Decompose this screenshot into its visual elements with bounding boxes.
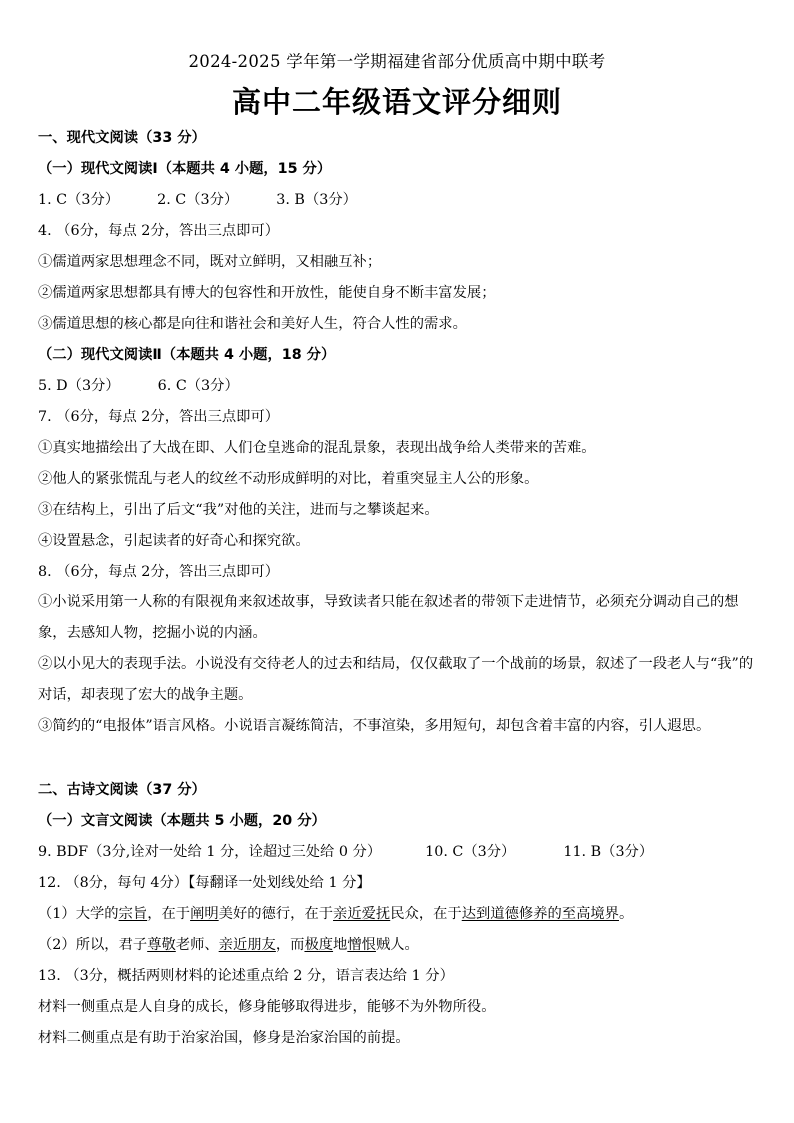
answer-q3: 3. B（3分） [276, 192, 357, 208]
q7-point-1: ①真实地描绘出了大战在即、人们仓皇逃命的混乱景象，表现出战争给人类带来的苦难。 [38, 440, 596, 456]
answer-q1: 1. C（3分） [38, 192, 120, 208]
answer-q5: 5. D（3分） [38, 378, 120, 394]
q8-heading: 8. （6分，每点 2分，答出三点即可） [38, 564, 280, 580]
q12-heading: 12. （8分，每句 4分）【每翻译一处划线处给 1 分】 [38, 875, 371, 891]
q4-point-1: ①儒道两家思想理念不同，既对立鲜明，又相融互补； [38, 254, 382, 270]
underlined-key-term: 憎恨 [347, 937, 376, 953]
q13-point-1: 材料一侧重点是人自身的成长，修身能够取得进步，能够不为外物所役。 [38, 999, 496, 1015]
q8-point-3: ③简约的“电报体”语言风格。小说语言凝练简洁，不事渲染，多用短句，却包含着丰富的内容，引人遐思。 [38, 718, 711, 734]
section1-part2-heading: （二）现代文阅读Ⅱ（本题共 4 小题，18 分） [38, 347, 336, 363]
text-span: 。 [618, 906, 634, 922]
text-span: 美好的德行，在于 [218, 906, 334, 922]
answer-q2: 2. C（3分） [157, 192, 239, 208]
q12-translation-1 [38, 904, 760, 924]
underlined-key-term: 极度 [304, 937, 334, 953]
exam-title: 2024-2025 学年第一学期福建省部分优质高中期中联考 [188, 52, 606, 71]
underlined-key-term: 达到道德修养的至高境界 [461, 906, 619, 922]
q7-point-4: ④设置悬念，引起读者的好奇心和探究欲。 [38, 533, 310, 549]
document-title: 高中二年级语文评分细则 [231, 85, 562, 119]
q4-point-2: ②儒道两家思想都具有博大的包容性和开放性，能使自身不断丰富发展； [38, 285, 496, 301]
q13-heading: 13. （3分，概括两则材料的论述重点给 2 分，语言表达给 1 分） [38, 968, 454, 984]
text-span: ，在于 [147, 906, 191, 922]
underlined-key-term: 宗旨 [118, 906, 148, 922]
text-span: 贼人。 [375, 937, 419, 953]
answer-q10: 10. C（3分） [425, 844, 516, 860]
q8-point-2: ②以小见大的表现手法。小说没有交待老人的过去和结局，仅仅截取了一个战前的场景，叙述了一段老人与“我”的对话，却表现了宏大的战争主题。 [38, 656, 754, 703]
answers-q5-q6 [38, 376, 760, 396]
text-span: ，而 [275, 937, 305, 953]
q7-point-2: ②他人的紧张慌乱与老人的纹丝不动形成鲜明的对比，着重突显主人公的形象。 [38, 471, 539, 487]
q7-heading: 7. （6分，每点 2分，答出三点即可） [38, 409, 280, 425]
q7-point-3: ③在结构上，引出了后文“我”对他的关注，进而与之攀谈起来。 [38, 502, 439, 518]
underlined-key-term: 亲近爱抚 [333, 906, 391, 922]
answer-q9: 9. BDF（3分,诠对一处给 1 分，诠超过三处给 0 分） [38, 844, 382, 860]
underlined-key-term: 尊敬 [147, 937, 176, 953]
q8-point-1: ①小说采用第一人称的有限视角来叙述故事，导致读者只能在叙述者的带领下走进情节，必须充分调动自己的想象，去感知人物，挖掘小说的内涵。 [38, 594, 739, 641]
text-span: 民众，在于 [390, 906, 462, 922]
section2-part1-heading: （一）文言文阅读（本题共 5 小题，20 分） [38, 813, 326, 829]
q12-translation-2 [38, 935, 760, 955]
section1-part1-heading: （一）现代文阅读Ⅰ（本题共 4 小题，15 分） [38, 161, 332, 177]
q13-point-2: 材料二侧重点是有助于治家治国，修身是治家治国的前提。 [38, 1030, 410, 1046]
q4-heading: 4. （6分，每点 2分，答出三点即可） [38, 223, 280, 239]
text-span: （1）大学的 [38, 906, 119, 922]
text-span: 老师、 [175, 937, 219, 953]
answer-q11: 11. B（3分） [563, 844, 654, 860]
text-span: 地 [333, 937, 348, 953]
answer-q6: 6. C（3分） [157, 378, 239, 394]
section1-heading: 一、现代文阅读（33 分） [38, 130, 206, 146]
underlined-key-term: 阐明 [190, 906, 219, 922]
section2-heading: 二、古诗文阅读（37 分） [38, 782, 206, 798]
answers-q1-q3 [38, 190, 760, 210]
q4-point-3: ③儒道思想的核心都是向往和谐社会和美好人生，符合人性的需求。 [38, 316, 467, 332]
text-span: （2）所以，君子 [38, 937, 148, 953]
answers-q9-q11 [38, 842, 760, 862]
underlined-key-term: 亲近朋友 [218, 937, 276, 953]
